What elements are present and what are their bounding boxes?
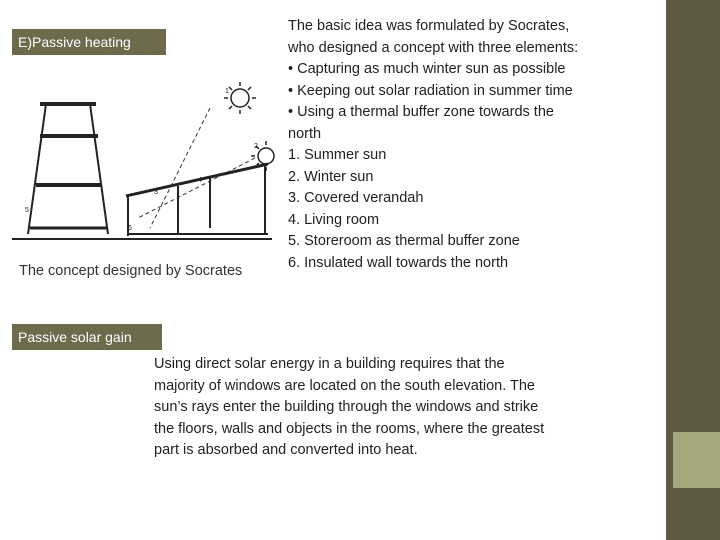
diagram-label-1: 1 — [225, 88, 229, 95]
idea-line: • Using a thermal buffer zone towards the — [288, 104, 554, 120]
passive-solar-gain-tag: Passive solar gain — [12, 324, 162, 350]
idea-line: 4. Living room — [288, 211, 380, 228]
sidebar-dark-strip-left — [666, 0, 673, 540]
idea-line: north — [288, 125, 322, 142]
tower-right-wall — [90, 104, 108, 234]
summer-sun-icon — [224, 82, 256, 114]
diagram-caption: The concept designed by Socrates — [19, 263, 243, 279]
summer-sun-ray — [150, 108, 210, 228]
tower-left-wall — [28, 104, 46, 234]
diagram-label-6: 6 — [128, 225, 132, 232]
idea-line: 5. Storeroom as thermal buffer zone — [288, 233, 520, 249]
socrates-house-diagram — [10, 68, 282, 250]
socrates-idea-text — [288, 16, 638, 274]
idea-line: 2. Winter sun — [288, 168, 374, 185]
idea-line: The basic idea was formulated by Socrates, — [288, 18, 570, 34]
sidebar-dark-block-top — [673, 0, 720, 432]
sidebar-dark-block-bottom — [673, 488, 720, 540]
passive-solar-gain-text — [154, 354, 624, 462]
passive-heating-tag: E)Passive heating — [12, 29, 166, 55]
idea-line: • Capturing as much winter sun as possible — [288, 61, 566, 77]
idea-line: who designed a concept with three elements: — [288, 39, 579, 56]
sidebar-light-block — [673, 432, 720, 488]
gain-line: majority of windows are located on the south elevation. The — [154, 377, 535, 394]
diagram-label-5: 5 — [25, 207, 29, 214]
idea-line: 6. Insulated wall towards the north — [288, 254, 509, 271]
idea-line: 1. Summer sun — [288, 147, 387, 163]
idea-line: • Keeping out solar radiation in summer time — [288, 82, 573, 99]
gain-line: part is absorbed and converted into heat. — [154, 442, 418, 458]
gain-line: Using direct solar energy in a building requires that the — [154, 356, 505, 372]
diagram-label-2: 2 — [254, 143, 258, 150]
diagram-label-4: 4 — [198, 177, 202, 184]
gain-line: the floors, walls and objects in the rooms, where the greatest — [154, 420, 545, 437]
idea-line: 3. Covered verandah — [288, 190, 424, 206]
gain-line: sun’s rays enter the building through the windows and strike — [154, 399, 539, 415]
verandah-roof — [126, 164, 268, 196]
diagram-label-3: 3 — [154, 189, 158, 196]
